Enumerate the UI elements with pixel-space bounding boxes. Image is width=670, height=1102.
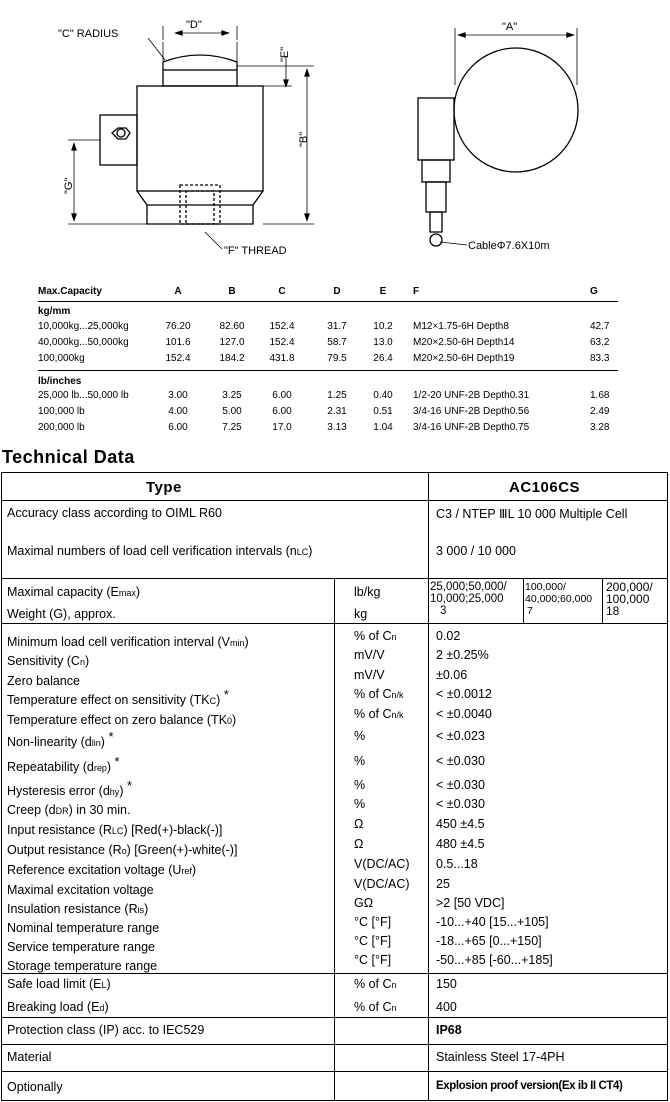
- dim-cell: D: [333, 286, 341, 297]
- param-unit: %: [354, 754, 366, 768]
- verification-label: Maximal numbers of load cell verification intervals (nLC): [7, 544, 313, 558]
- param-label: Insulation resistance (Ris): [7, 902, 149, 917]
- param-value: < ±0.030: [436, 778, 485, 792]
- param-label: Input resistance (RLC) [Red(+)-black(-)]: [7, 823, 223, 838]
- dim-header-row: [38, 286, 618, 300]
- dim-cell: M20×2.50-6H Depth14: [413, 337, 515, 348]
- param-value: < ±0.0012: [436, 687, 492, 701]
- dim-cell: Max.Capacity: [38, 286, 102, 297]
- param-unit: % of Cn/k: [354, 707, 404, 721]
- param-value: 450 ±4.5: [436, 817, 485, 831]
- b-label: "B": [298, 131, 310, 147]
- technical-drawings: [0, 0, 670, 282]
- dim-imperial-row: [38, 406, 618, 420]
- dim-cell: 3/4-16 UNF-2B Depth0.75: [413, 422, 530, 433]
- side-view-drawing: [68, 26, 314, 249]
- param-unit: %: [354, 729, 366, 743]
- param-label: Service temperature range: [7, 940, 155, 955]
- param-label: Sensitivity (Cn): [7, 654, 90, 669]
- weight-unit: kg: [354, 607, 368, 621]
- dim-cell: 83.3: [590, 353, 610, 364]
- param-label: Minimum load cell verification interval (Vmin): [7, 635, 249, 650]
- dim-cell: 31.7: [327, 321, 347, 332]
- capacity-unit: lb/kg: [354, 585, 381, 599]
- technical-data-title: Technical Data: [2, 447, 135, 467]
- param-unit: V(DC/AC): [354, 877, 410, 891]
- dim-cell: 3.28: [590, 422, 610, 433]
- dim-cell: 0.51: [373, 406, 393, 417]
- dim-cell: 58.7: [327, 337, 347, 348]
- safe-load-label: Safe load limit (EL): [7, 977, 111, 991]
- param-label: Storage temperature range: [7, 959, 158, 974]
- dim-cell: 101.6: [165, 337, 191, 348]
- dim-cell: 82.60: [219, 321, 245, 332]
- dim-cell: 152.4: [269, 337, 295, 348]
- param-value: 25: [436, 877, 450, 891]
- param-label: Creep (dDR) in 30 min.: [7, 803, 131, 818]
- material-value: Stainless Steel 17-4PH: [436, 1050, 565, 1064]
- dim-cell: 6.00: [272, 390, 292, 401]
- param-unit: °C [°F]: [354, 953, 392, 967]
- technical-data-table: [1, 472, 668, 1101]
- dim-cell: 26.4: [373, 353, 393, 364]
- capacity-col-3: 200,000/ 100,000 18: [606, 580, 653, 618]
- param-value: < ±0.023: [436, 729, 485, 743]
- safe-load-value: 150: [436, 977, 457, 991]
- optional-value: Explosion proof version(Ex ib II CT4): [436, 1080, 623, 1092]
- param-unit: % of Cn/k: [354, 687, 404, 701]
- param-value: -50...+85 [-60...+185]: [436, 953, 553, 967]
- dim-metric-row: [38, 337, 618, 351]
- dim-cell: G: [590, 286, 598, 297]
- dim-cell: E: [379, 286, 387, 297]
- cable-label: CableΦ7.6X10m: [468, 240, 550, 252]
- dim-cell: 3.25: [222, 390, 242, 401]
- dim-cell: 25,000 lb...50,000 lb: [38, 390, 129, 401]
- accuracy-label: Accuracy class according to OIML R60: [7, 506, 222, 520]
- dim-cell: A: [174, 286, 182, 297]
- dim-cell: M12×1.75-6H Depth8: [413, 321, 509, 332]
- radius-label: "C" RADIUS: [58, 28, 119, 40]
- param-value: 0.02: [436, 629, 461, 643]
- dim-cell: 10.2: [373, 321, 393, 332]
- capacity-label: Maximal capacity (Emax): [7, 585, 141, 599]
- param-label: Zero balance: [7, 674, 80, 689]
- dim-cell: 1.04: [373, 422, 393, 433]
- param-value: -18...+65 [0...+150]: [436, 934, 542, 948]
- dim-cell: 40,000kg...50,000kg: [38, 337, 129, 348]
- protection-label: Protection class (IP) acc. to IEC529: [7, 1023, 205, 1037]
- safe-load-unit: % of Cn: [354, 977, 397, 991]
- dim-cell: 100,000 lb: [38, 406, 85, 417]
- dim-cell: C: [278, 286, 286, 297]
- dim-cell: 79.5: [327, 353, 347, 364]
- imperial-unit-label: lb/inches: [38, 376, 82, 387]
- dim-cell: 1.68: [590, 390, 610, 401]
- param-value: ±0.06: [436, 668, 468, 682]
- top-view-drawing: [418, 28, 578, 246]
- dim-cell: 200,000 lb: [38, 422, 85, 433]
- dim-cell: 3.00: [168, 390, 188, 401]
- dim-cell: 76.20: [165, 321, 191, 332]
- dim-cell: 10,000kg...25,000kg: [38, 321, 129, 332]
- param-unit: V(DC/AC): [354, 857, 410, 871]
- dim-cell: 3/4-16 UNF-2B Depth0.56: [413, 406, 530, 417]
- dim-cell: 42.7: [590, 321, 610, 332]
- dim-cell: 6.00: [168, 422, 188, 433]
- dim-cell: 2.31: [327, 406, 347, 417]
- dim-cell: 152.4: [269, 321, 295, 332]
- param-unit: %: [354, 778, 366, 792]
- dim-cell: 1/2-20 UNF-2B Depth0.31: [413, 390, 530, 401]
- param-value: 480 ±4.5: [436, 837, 485, 851]
- a-label: "A": [502, 21, 518, 33]
- dim-cell: M20×2.50-6H Depth19: [413, 353, 515, 364]
- dim-cell: B: [228, 286, 236, 297]
- thread-label: "F" THREAD: [224, 245, 287, 257]
- optional-label: Optionally: [7, 1080, 63, 1094]
- param-unit: GΩ: [354, 896, 374, 910]
- param-label: Reference excitation voltage (Uref): [7, 863, 197, 878]
- dim-cell: 1.25: [327, 390, 347, 401]
- dim-cell: 6.00: [272, 406, 292, 417]
- dim-cell: 127.0: [219, 337, 245, 348]
- d-label: "D": [186, 19, 202, 31]
- dim-cell: 152.4: [165, 353, 191, 364]
- dim-cell: 4.00: [168, 406, 188, 417]
- verification-value: 3 000 / 10 000: [436, 544, 516, 558]
- param-label: Hysteresis error (dhy) *: [7, 778, 133, 799]
- breaking-load-value: 400: [436, 1000, 457, 1014]
- param-unit: %: [354, 797, 366, 811]
- param-label: Temperature effect on sensitivity (TKC) *: [7, 687, 229, 708]
- material-label: Material: [7, 1050, 52, 1064]
- dim-imperial-row: [38, 390, 618, 404]
- param-value: < ±0.0040: [436, 707, 492, 721]
- param-unit: °C [°F]: [354, 934, 392, 948]
- param-unit: mV/V: [354, 648, 385, 662]
- dim-cell: 5.00: [222, 406, 242, 417]
- type-header: Type: [146, 479, 182, 496]
- dim-cell: 63.2: [590, 337, 610, 348]
- dim-cell: 0.40: [373, 390, 393, 401]
- param-value: < ±0.030: [436, 754, 485, 768]
- param-unit: mV/V: [354, 668, 385, 682]
- param-label: Temperature effect on zero balance (TK0): [7, 713, 237, 728]
- dim-metric-row: [38, 321, 618, 335]
- param-unit: °C [°F]: [354, 915, 392, 929]
- dim-metric-row: [38, 353, 618, 367]
- dim-imperial-row: [38, 422, 618, 436]
- param-value: -10...+40 [15...+105]: [436, 915, 549, 929]
- protection-value: IP68: [436, 1023, 462, 1037]
- model-name: AC106CS: [509, 479, 581, 496]
- dim-cell: 13.0: [373, 337, 393, 348]
- breaking-load-label: Breaking load (Ed): [7, 1000, 109, 1014]
- g-label: "G": [63, 177, 75, 194]
- param-value: 2 ±0.25%: [436, 648, 489, 662]
- metric-unit-label: kg/mm: [38, 306, 71, 317]
- dim-cell: 7.25: [222, 422, 242, 433]
- param-unit: % of Cn: [354, 629, 397, 643]
- dim-cell: 2.49: [590, 406, 610, 417]
- dim-cell: 184.2: [219, 353, 245, 364]
- param-label: Repeatability (drep) *: [7, 754, 120, 775]
- e-label: "E": [279, 46, 291, 62]
- param-unit: Ω: [354, 817, 364, 831]
- dim-cell: 3.13: [327, 422, 347, 433]
- param-label: Output resistance (Ro) [Green(+)-white(-)]: [7, 843, 238, 858]
- dim-cell: 100,000kg: [38, 353, 85, 364]
- dim-cell: 17.0: [272, 422, 292, 433]
- breaking-load-unit: % of Cn: [354, 1000, 397, 1014]
- param-value: >2 [50 VDC]: [436, 896, 505, 910]
- param-label: Maximal excitation voltage: [7, 883, 154, 898]
- param-value: < ±0.030: [436, 797, 485, 811]
- param-label: Non-linearity (dlin) *: [7, 729, 114, 750]
- param-label: Nominal temperature range: [7, 921, 160, 936]
- drawing-svg: [0, 0, 670, 282]
- capacity-col-1: 25,000;50,000/ 10,000;25,000 3: [430, 581, 507, 617]
- dim-cell: 431.8: [269, 353, 295, 364]
- dim-cell: F: [413, 286, 420, 297]
- accuracy-value: C3 / NTEP ⅢL 10 000 Multiple Cell: [436, 507, 628, 521]
- param-value: 0.5...18: [436, 857, 478, 871]
- param-unit: Ω: [354, 837, 364, 851]
- weight-label: Weight (G), approx.: [7, 607, 116, 621]
- capacity-col-2: 100,000/ 40,000;60,000 7: [525, 581, 593, 617]
